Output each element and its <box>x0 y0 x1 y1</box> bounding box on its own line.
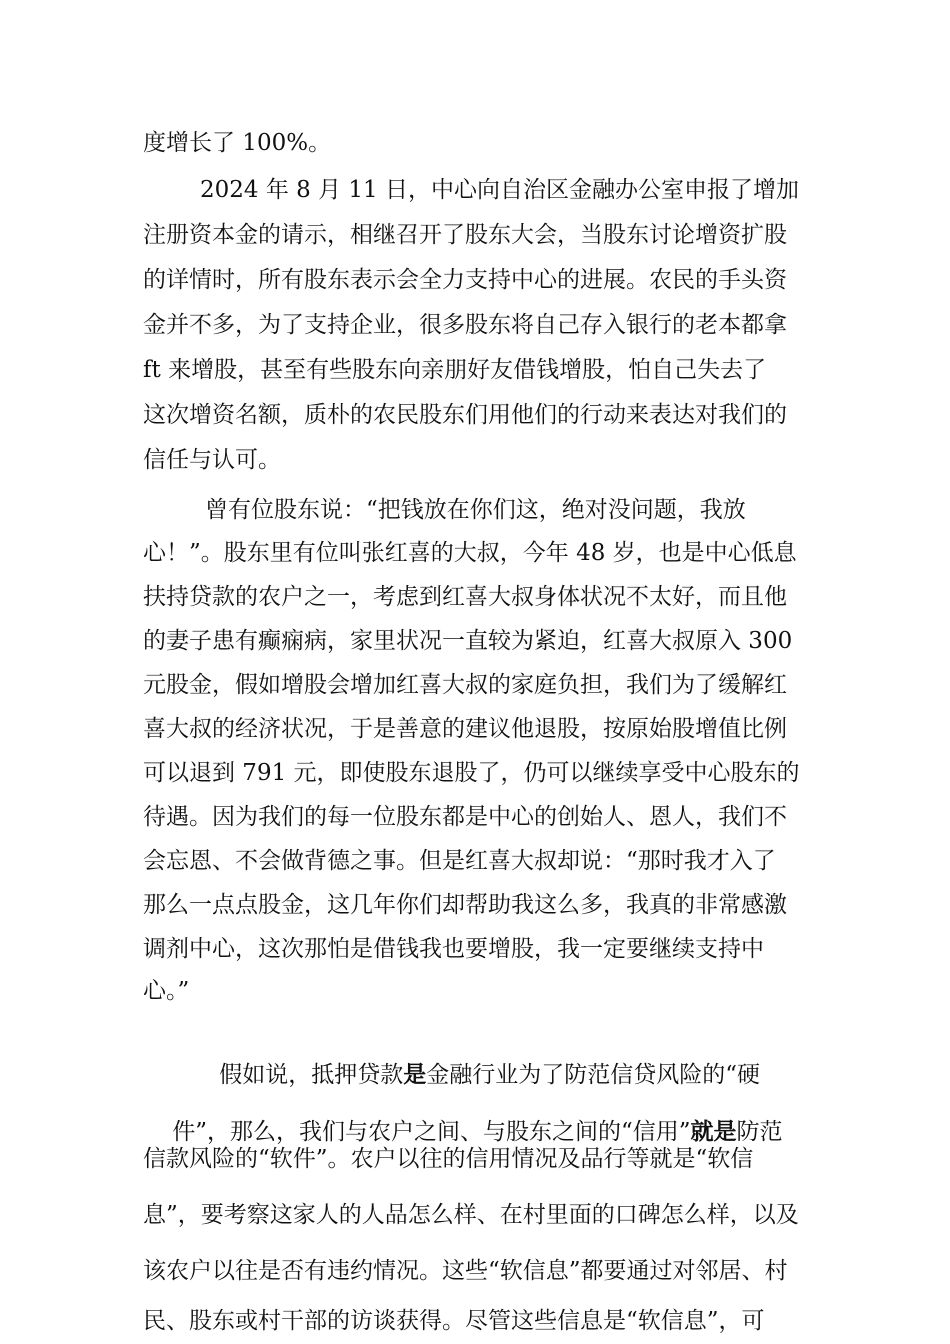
paragraph-1-line: 2024 年 8 月 11 日，中心向自治区金融办公室申报了增加 <box>200 177 799 203</box>
paragraph-3-line: 信款风险的“软件”。农户以往的信用情况及品行等就是“软信 <box>143 1146 754 1172</box>
paragraph-2-line: 喜大叔的经济状况，于是善意的建议他退股，按原始股增值比例 <box>143 716 787 742</box>
bold-text-run: 就是 <box>690 1119 737 1145</box>
paragraph-2-line: 曾有位股东说：“把钱放在你们这，绝对没问题，我放 <box>205 497 746 523</box>
text-run: 金融行业为了防范信贷风险的“硬 <box>426 1062 761 1088</box>
text-run: 件”，那么，我们与农户之间、与股东之间的“信用” <box>172 1119 691 1145</box>
paragraph-2-line: 心！”。股东里有位叫张红喜的大叔，今年 48 岁，也是中心低息 <box>143 540 797 566</box>
paragraph-2-line: 调剂中心，这次那怕是借钱我也要增股，我一定要继续支持中 <box>143 936 764 962</box>
paragraph-1-line: 金并不多，为了支持企业，很多股东将自己存入银行的老本都拿 <box>143 312 787 338</box>
paragraph-2-line: 心。” <box>143 978 190 1004</box>
paragraph-1-line: 这次增资名额，质朴的农民股东们用他们的行动来表达对我们的 <box>143 402 787 428</box>
paragraph-2-line: 可以退到 791 元，即使股东退股了，仍可以继续享受中心股东的 <box>143 760 800 786</box>
paragraph-2-line: 待遇。因为我们的每一位股东都是中心的创始人、恩人，我们不 <box>143 804 787 830</box>
paragraph-2-line: 扶持贷款的农户之一，考虑到红喜大叔身体状况不太好，而且他 <box>143 584 787 610</box>
paragraph-2-line: 的妻子患有癫痫病，家里状况一直较为紧迫，红喜大叔原入 300 <box>143 628 793 654</box>
paragraph-1-line: 注册资本金的请示，相继召开了股东大会，当股东讨论增资扩股 <box>143 222 787 248</box>
paragraph-0-line: 度增长了 100%。 <box>143 130 332 156</box>
paragraph-1-line: ft 来增股，甚至有些股东向亲朋好友借钱增股，怕自己失去了 <box>143 357 767 383</box>
paragraph-3-line: 民、股东或村干部的访谈获得。尽管这些信息是“软信息”，可 <box>143 1308 765 1334</box>
paragraph-3-line: 息”，要考察这家人的人品怎么样、在村里面的口碑怎么样，以及 <box>143 1202 799 1228</box>
text-run: 假如说，抵押贷款 <box>219 1062 404 1088</box>
text-run: 防范 <box>736 1119 783 1145</box>
paragraph-2-line: 那么一点点股金，这几年你们却帮助我这么多，我真的非常感激 <box>143 892 787 918</box>
paragraph-2-line: 元股金，假如增股会增加红喜大叔的家庭负担，我们为了缓解红 <box>143 672 787 698</box>
bold-text-run: 是 <box>403 1062 427 1088</box>
paragraph-3-line: 该农户以往是否有违约情况。这些“软信息”都要通过对邻居、村 <box>143 1258 788 1284</box>
paragraph-1-line: 的详情时，所有股东表示会全力支持中心的进展。农民的手头资 <box>143 267 787 293</box>
paragraph-2-line: 会忘恩、不会做背德之事。但是红喜大叔却说：“那时我才入了 <box>143 848 776 874</box>
paragraph-1-line: 信任与认可。 <box>143 447 281 473</box>
